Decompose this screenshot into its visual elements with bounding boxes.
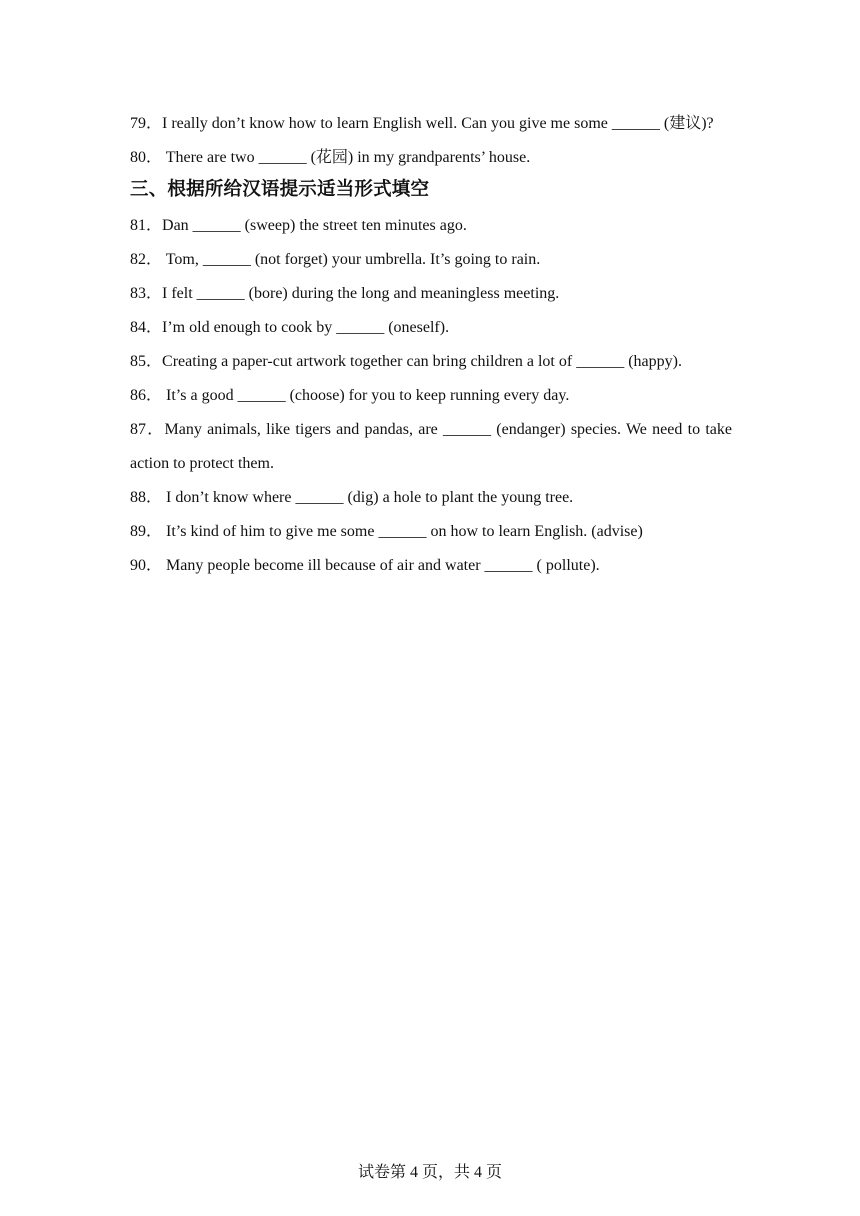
question-number: 82． <box>130 251 163 268</box>
question-86 <box>130 379 732 413</box>
answer-blank[interactable]: ______ <box>192 217 241 234</box>
question-84 <box>130 311 732 345</box>
question-81 <box>130 209 732 243</box>
question-number: 81． <box>130 217 163 234</box>
section-title: 三、根据所给汉语提示适当形式填空 <box>130 179 430 200</box>
question-number: 84． <box>130 319 163 336</box>
question-text: Dan <box>162 217 193 234</box>
question-text: Tom, <box>162 251 203 268</box>
question-text: I really don’t know how to learn English well. Can you give me some <box>162 115 612 132</box>
answer-blank[interactable]: ______ <box>378 523 427 540</box>
question-hint: (建议)? <box>659 115 714 132</box>
page-content <box>130 107 732 583</box>
question-text: I’m old enough to cook by <box>162 319 337 336</box>
question-number: 90． <box>130 557 163 574</box>
answer-blank[interactable]: ______ <box>258 149 307 166</box>
question-hint: on how to learn English. (advise) <box>426 523 643 540</box>
question-hint: (choose) for you to keep running every day. <box>285 387 570 404</box>
question-hint: (not forget) your umbrella. It’s going to rain. <box>250 251 541 268</box>
answer-blank[interactable]: ______ <box>196 285 245 302</box>
question-89 <box>130 515 732 549</box>
question-hint: (happy). <box>624 353 682 370</box>
question-hint: (花园) in my grandparents’ house. <box>306 149 531 166</box>
question-text: It’s a good <box>162 387 238 404</box>
question-hint: (dig) a hole to plant the young tree. <box>343 489 574 506</box>
question-text: There are two <box>162 149 259 166</box>
question-number: 86． <box>130 387 163 404</box>
question-85 <box>130 345 732 379</box>
question-number: 87． <box>130 421 165 438</box>
question-87 <box>130 413 732 481</box>
question-82 <box>130 243 732 277</box>
question-79 <box>130 107 732 141</box>
question-number: 88． <box>130 489 163 506</box>
question-number: 79． <box>130 115 163 132</box>
question-number: 80． <box>130 149 163 166</box>
question-number: 89． <box>130 523 163 540</box>
answer-blank[interactable]: ______ <box>443 421 492 438</box>
question-text: I felt <box>162 285 197 302</box>
question-number: 83． <box>130 285 163 302</box>
answer-blank[interactable]: ______ <box>576 353 625 370</box>
answer-blank[interactable]: ______ <box>484 557 533 574</box>
question-80 <box>130 141 732 175</box>
answer-blank[interactable]: ______ <box>611 115 660 132</box>
question-text: Many people become ill because of air and water <box>162 557 485 574</box>
question-90 <box>130 549 732 583</box>
question-83 <box>130 277 732 311</box>
question-hint: ( pollute). <box>532 557 600 574</box>
page-footer: 试卷第 4 页，共 4 页 <box>357 1164 502 1181</box>
question-text: I don’t know where <box>162 489 296 506</box>
question-hint: (bore) during the long and meaningless meeting. <box>244 285 560 302</box>
answer-blank[interactable]: ______ <box>295 489 344 506</box>
question-text: Creating a paper-cut artwork together can bring children a lot of <box>162 353 577 370</box>
answer-blank[interactable]: ______ <box>237 387 286 404</box>
question-hint: (endanger) species. We need to take action to protect them. <box>130 421 732 472</box>
question-hint: (sweep) the street ten minutes ago. <box>240 217 467 234</box>
question-88 <box>130 481 732 515</box>
question-text: Many animals, like tigers and pandas, are <box>164 421 444 438</box>
answer-blank[interactable]: ______ <box>336 319 385 336</box>
question-number: 85． <box>130 353 163 370</box>
question-hint: (oneself). <box>384 319 450 336</box>
question-text: It’s kind of him to give me some <box>162 523 379 540</box>
answer-blank[interactable]: ______ <box>202 251 251 268</box>
